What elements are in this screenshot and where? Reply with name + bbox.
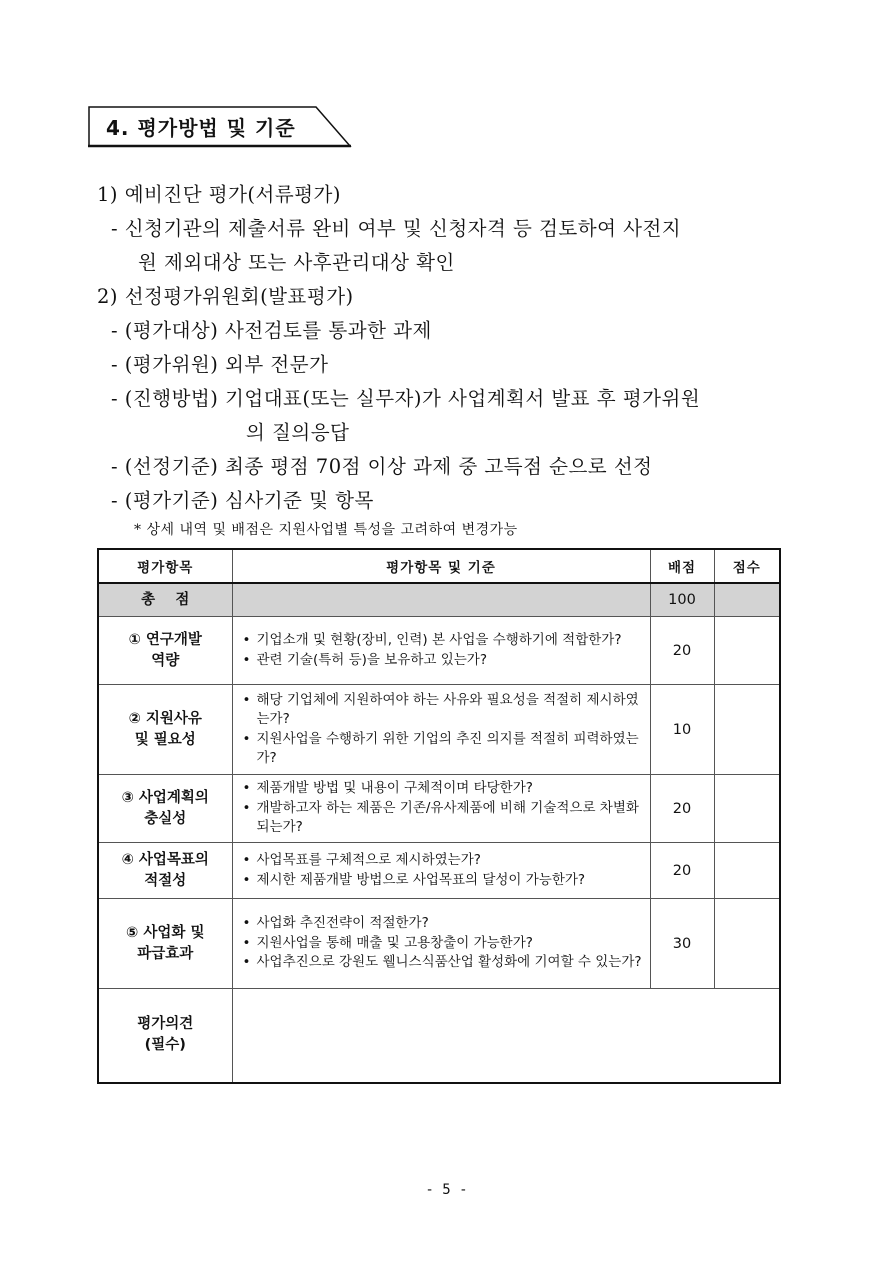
item-1-desc-cont: 원 제외대상 또는 사후관리대상 확인 xyxy=(138,251,455,274)
opinion-label: 평가의견 (필수) xyxy=(98,989,232,1083)
opinion-input-area[interactable] xyxy=(232,989,780,1083)
table-header-row xyxy=(98,549,780,583)
opinion-row xyxy=(98,989,780,1083)
row-points: 20 xyxy=(650,843,714,899)
item-2-criteria: - (평가기준) 심사기준 및 항목 xyxy=(111,489,374,512)
item-1-heading: 1) 예비진단 평가(서류평가) xyxy=(97,183,341,206)
item-2-method: - (진행방법) 기업대표(또는 실무자)가 사업계획서 발표 후 평가위원 xyxy=(111,387,701,410)
row-criteria: • 제품개발 방법 및 내용이 구체적이며 타당한가? • 개발하고자 하는 제품은 기존/유사제품에 비해 기술적으로 차별화되는가? xyxy=(232,775,650,843)
row-score-cell[interactable] xyxy=(714,899,780,989)
table-row xyxy=(98,899,780,989)
item-1-desc: - 신청기관의 제출서류 완비 여부 및 신청자격 등 검토하여 사전지 xyxy=(111,217,682,240)
bullet-icon: • xyxy=(242,691,251,708)
total-criteria xyxy=(232,583,650,617)
page-number: - 5 - xyxy=(425,1182,468,1198)
total-label: 총 점 xyxy=(98,583,232,617)
evaluation-table xyxy=(97,548,781,1084)
item-2-evaluators: - (평가위원) 외부 전문가 xyxy=(111,353,329,376)
row-points: 30 xyxy=(650,899,714,989)
row-points: 20 xyxy=(650,775,714,843)
row-category: ④ 사업목표의 적절성 xyxy=(98,843,232,899)
row-category: ③ 사업계획의 충실성 xyxy=(98,775,232,843)
bullet-icon: • xyxy=(242,871,251,888)
row-score-cell[interactable] xyxy=(714,843,780,899)
note: * 상세 내역 및 배점은 지원사업별 특성을 고려하여 변경가능 xyxy=(134,522,518,538)
total-row xyxy=(98,583,780,617)
bullet-icon: • xyxy=(242,915,251,932)
bullet-icon: • xyxy=(242,954,251,971)
total-points: 100 xyxy=(650,583,714,617)
item-2-heading: 2) 선정평가위원회(발표평가) xyxy=(97,285,354,308)
row-points: 10 xyxy=(650,685,714,775)
bullet-icon: • xyxy=(242,780,251,797)
bullet-icon: • xyxy=(242,934,251,951)
row-criteria: • 사업화 추진전략이 적절한가? • 지원사업을 통해 매출 및 고용창출이 가능한가? • 사업추진으로 강원도 웰니스식품산업 활성화에 기여할 수 있는가? xyxy=(232,899,650,989)
row-criteria: • 사업목표를 구체적으로 제시하였는가? • 제시한 제품개발 방법으로 사업목표의 달성이 가능한가? xyxy=(232,843,650,899)
bullet-icon: • xyxy=(242,799,251,816)
total-score-cell[interactable] xyxy=(714,583,780,617)
bullet-icon: • xyxy=(242,730,251,747)
table-row xyxy=(98,617,780,685)
row-score-cell[interactable] xyxy=(714,775,780,843)
header-category: 평가항목 xyxy=(98,549,232,583)
row-points: 20 xyxy=(650,617,714,685)
header-points: 배점 xyxy=(650,549,714,583)
bullet-icon: • xyxy=(242,651,251,668)
table-row xyxy=(98,685,780,775)
row-criteria: • 기업소개 및 현황(장비, 인력) 본 사업을 수행하기에 적합한가? • 관련 기술(특허 등)을 보유하고 있는가? xyxy=(232,617,650,685)
item-2-method-cont: 의 질의응답 xyxy=(246,421,350,444)
header-criteria: 평가항목 및 기준 xyxy=(232,549,650,583)
item-2-target: - (평가대상) 사전검토를 통과한 과제 xyxy=(111,319,432,342)
section-title: 4. 평가방법 및 기준 xyxy=(106,116,296,140)
bullet-icon: • xyxy=(242,852,251,868)
bullet-icon: • xyxy=(242,632,251,648)
row-criteria: • 해당 기업체에 지원하여야 하는 사유와 필요성을 적절히 제시하였는가? • 지원사업을 수행하기 위한 기업의 추진 의지를 적절히 피력하였는가? xyxy=(232,685,650,775)
table-row xyxy=(98,843,780,899)
table-row xyxy=(98,775,780,843)
row-category: ② 지원사유 및 필요성 xyxy=(98,685,232,775)
item-2-selection: - (선정기준) 최종 평점 70점 이상 과제 중 고득점 순으로 선정 xyxy=(111,455,653,478)
row-category: ⑤ 사업화 및 파급효과 xyxy=(98,899,232,989)
row-score-cell[interactable] xyxy=(714,617,780,685)
row-score-cell[interactable] xyxy=(714,685,780,775)
row-category: ① 연구개발 역량 xyxy=(98,617,232,685)
header-score: 점수 xyxy=(714,549,780,583)
